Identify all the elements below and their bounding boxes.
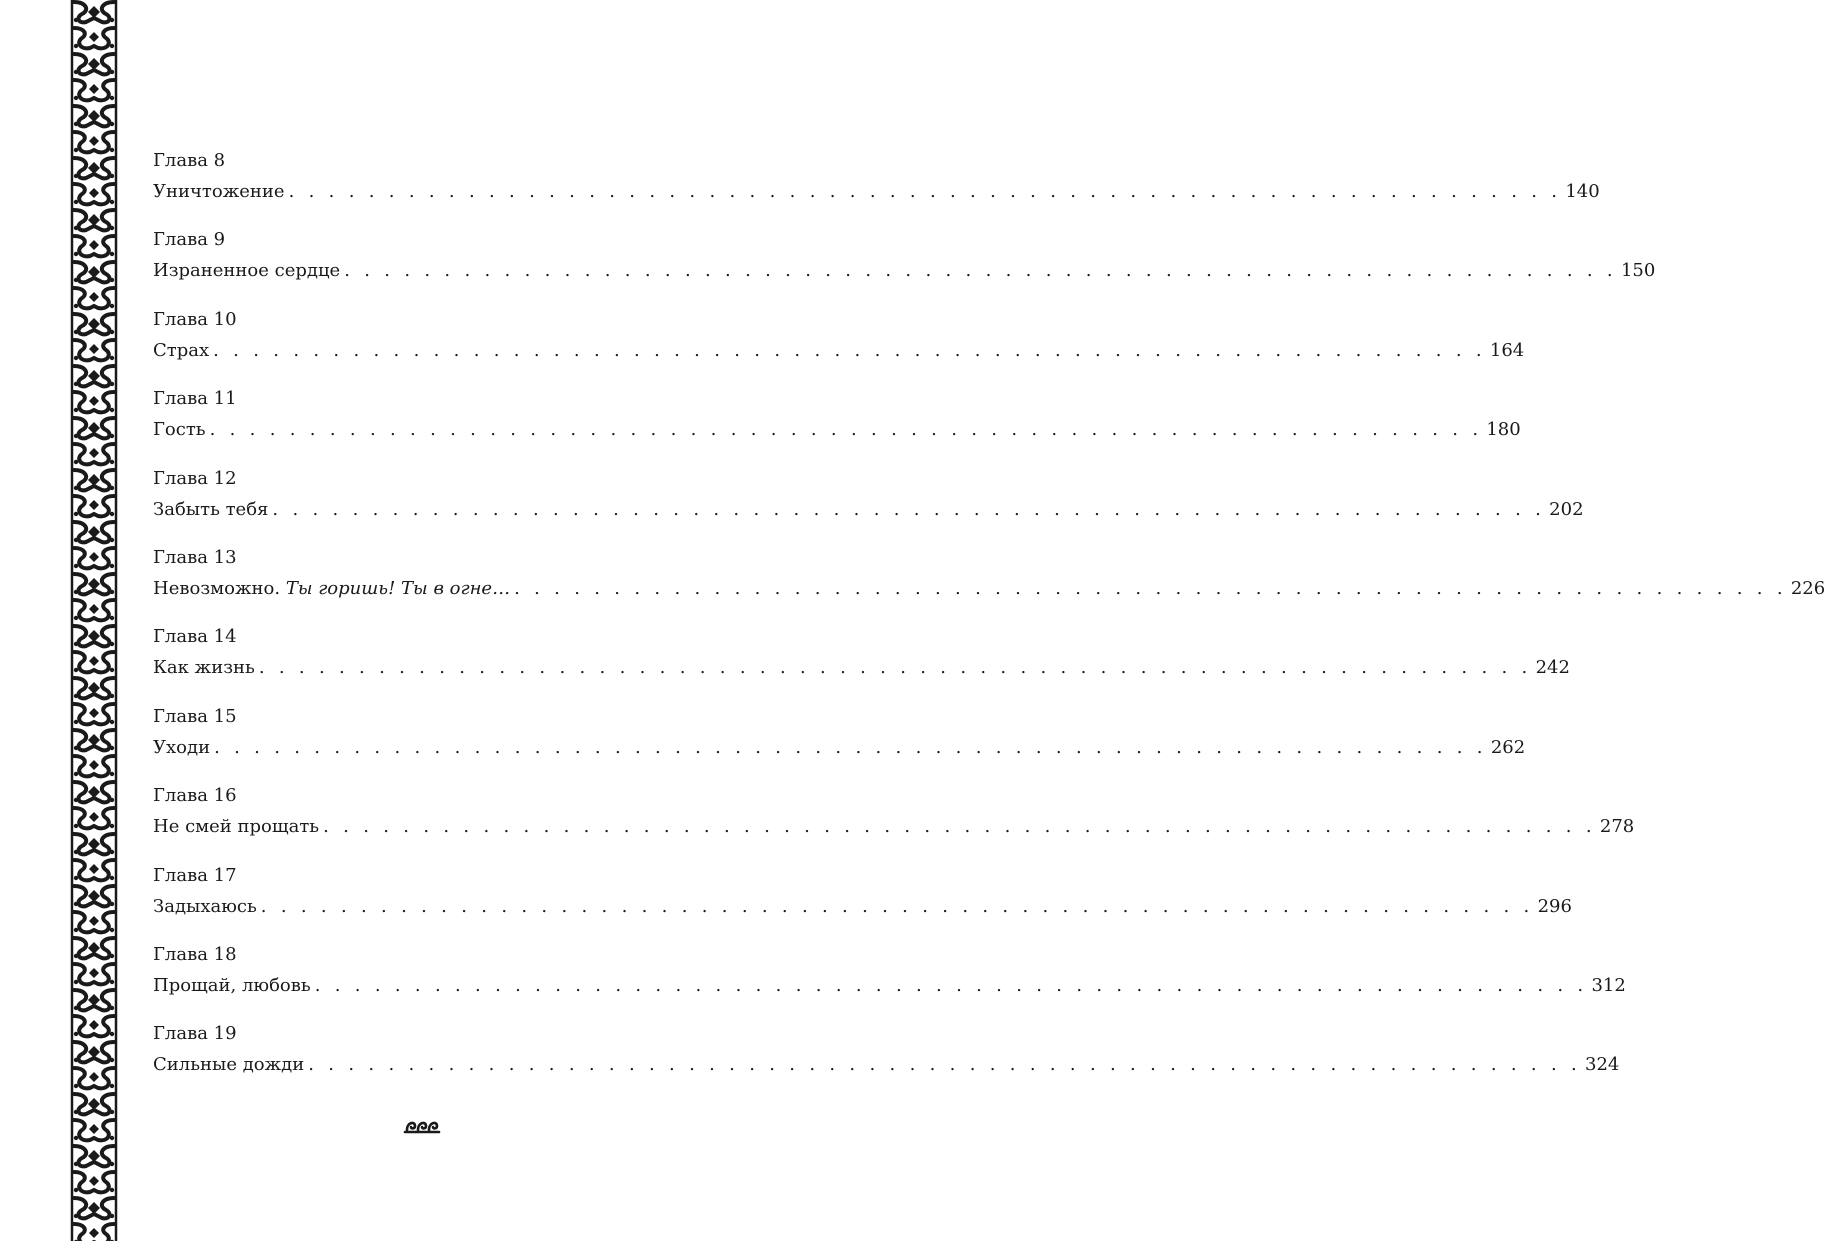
- chapter-title: Прощай, любовь: [153, 974, 311, 996]
- page-number: 242: [1535, 657, 1570, 679]
- toc-entry: [153, 1019, 1620, 1098]
- chapter-label: Глава 18: [153, 943, 237, 965]
- page-number: 150: [1620, 260, 1656, 282]
- dot-leader: . . . . . . . . . . . . . . . . . . . . . . . . . . . . . . . . . . . . . . . . . . . . . . . . . . . . . . . . . . . . . . . .: [314, 974, 1588, 996]
- chapter-title: Страх: [153, 339, 210, 361]
- chapter-title: Не смей прощать: [153, 816, 320, 838]
- triple-swirl-icon: [404, 1116, 440, 1136]
- toc-line: [153, 573, 1825, 605]
- toc-entry: [153, 225, 1656, 304]
- chapter-label: Глава 12: [153, 467, 237, 489]
- toc-line: [153, 811, 1635, 843]
- page-number: 226: [1790, 577, 1825, 599]
- toc-line: [153, 652, 1570, 684]
- chapter-label: Глава 10: [153, 308, 237, 330]
- page-number: 164: [1489, 339, 1525, 361]
- toc-entry: [153, 622, 1570, 701]
- dot-leader: . . . . . . . . . . . . . . . . . . . . . . . . . . . . . . . . . . . . . . . . . . . . . . . . . . . . . . . . . . . . . . . .: [214, 736, 1487, 758]
- chapter-label: Глава 17: [153, 864, 237, 886]
- dot-leader: . . . . . . . . . . . . . . . . . . . . . . . . . . . . . . . . . . . . . . . . . . . . . . . . . . . . . . . . . . . . . . . .: [272, 498, 1546, 520]
- toc-line: [153, 335, 1525, 367]
- toc-line: [153, 970, 1626, 1002]
- toc-line: [153, 1049, 1620, 1081]
- dot-leader: . . . . . . . . . . . . . . . . . . . . . . . . . . . . . . . . . . . . . . . . . . . . . . . . . . . . . . . . . . . . . . . .: [258, 657, 1532, 679]
- chapter-label: Глава 15: [153, 705, 237, 727]
- chapter-title: Уходи: [153, 736, 211, 758]
- chapter-label: Глава 9: [153, 229, 226, 251]
- toc-entry: [153, 702, 1526, 781]
- toc-line: [153, 732, 1526, 764]
- dot-leader: . . . . . . . . . . . . . . . . . . . . . . . . . . . . . . . . . . . . . . . . . . . . . . . . . . . . . . . . . . . . . . . .: [213, 339, 1486, 361]
- toc-entry: [153, 940, 1626, 1019]
- dot-leader: . . . . . . . . . . . . . . . . . . . . . . . . . . . . . . . . . . . . . . . . . . . . . . . . . . . . . . . . . . . . . . . .: [308, 1054, 1582, 1076]
- page-number: 262: [1490, 736, 1526, 758]
- toc-line: [153, 891, 1572, 923]
- table-of-contents: [153, 146, 1825, 1099]
- toc-entry: [153, 384, 1521, 463]
- ornamental-border-icon: [70, 0, 118, 1241]
- chapter-label: Глава 19: [153, 1023, 237, 1045]
- toc-entry: [153, 305, 1525, 384]
- chapter-title: Задыхаюсь: [153, 895, 257, 917]
- page-number: 324: [1585, 1054, 1620, 1076]
- chapter-title: Забыть тебя: [153, 498, 269, 520]
- chapter-title: Сильные дожди: [153, 1054, 305, 1076]
- chapter-title: Гость: [153, 419, 206, 441]
- chapter-title: Невозможно. Ты горишь! Ты в огне…: [153, 577, 511, 599]
- toc-entry: [153, 543, 1825, 622]
- toc-entry: [153, 781, 1635, 860]
- dot-leader: . . . . . . . . . . . . . . . . . . . . . . . . . . . . . . . . . . . . . . . . . . . . . . . . . . . . . . . . . . . . . . . .: [514, 577, 1787, 599]
- chapter-label: Глава 8: [153, 150, 226, 171]
- dot-leader: . . . . . . . . . . . . . . . . . . . . . . . . . . . . . . . . . . . . . . . . . . . . . . . . . . . . . . . . . . . . . . . .: [209, 419, 1483, 441]
- toc-line: [153, 255, 1656, 287]
- page-number: 180: [1486, 419, 1521, 441]
- chapter-label: Глава 11: [153, 388, 237, 410]
- page-number: 140: [1565, 181, 1600, 202]
- toc-entry: [153, 146, 1600, 225]
- chapter-label: Глава 16: [153, 785, 237, 807]
- chapter-title: Уничтожение: [153, 181, 285, 202]
- page-number: 278: [1599, 816, 1635, 838]
- chapter-title: Израненное сердце: [153, 260, 341, 282]
- chapter-label: Глава 14: [153, 626, 237, 648]
- chapter-title: Как жизнь: [153, 657, 255, 679]
- page-number: 202: [1549, 498, 1584, 520]
- toc-line: [153, 414, 1521, 446]
- chapter-label: Глава 13: [153, 546, 237, 568]
- page-number: 312: [1591, 974, 1626, 996]
- toc-entry: [153, 464, 1584, 543]
- dot-leader: . . . . . . . . . . . . . . . . . . . . . . . . . . . . . . . . . . . . . . . . . . . . . . . . . . . . . . . . . . . . . . . .: [288, 181, 1562, 202]
- dot-leader: . . . . . . . . . . . . . . . . . . . . . . . . . . . . . . . . . . . . . . . . . . . . . . . . . . . . . . . . . . . . . . . .: [344, 260, 1617, 282]
- dot-leader: . . . . . . . . . . . . . . . . . . . . . . . . . . . . . . . . . . . . . . . . . . . . . . . . . . . . . . . . . . . . . . . .: [323, 816, 1596, 838]
- dot-leader: . . . . . . . . . . . . . . . . . . . . . . . . . . . . . . . . . . . . . . . . . . . . . . . . . . . . . . . . . . . . . . . .: [260, 895, 1534, 917]
- toc-line: [153, 494, 1584, 526]
- page-number: 296: [1537, 895, 1572, 917]
- toc-line: [153, 176, 1600, 208]
- toc-entry: [153, 861, 1572, 940]
